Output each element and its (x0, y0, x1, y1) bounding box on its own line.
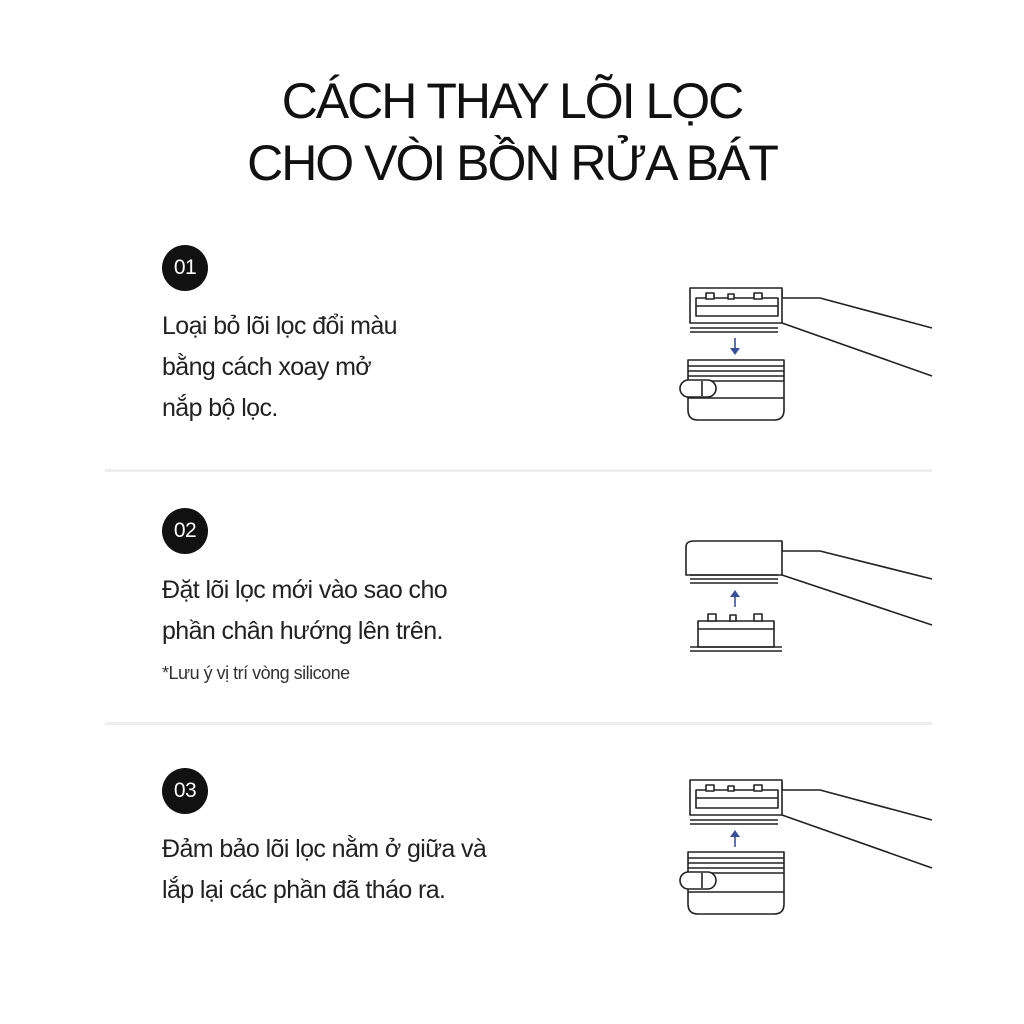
switch-knob (680, 380, 716, 397)
faucet-head (686, 541, 782, 575)
divider (105, 722, 932, 725)
switch-knob (680, 872, 716, 889)
step-line: phần chân hướng lên trên. (162, 617, 443, 645)
title-line-2: CHO VÒI BỒN RỬA BÁT (247, 135, 777, 191)
step-number-badge: 02 (162, 508, 208, 554)
step-line: Loại bỏ lõi lọc đổi màu (162, 312, 397, 340)
step-line: lắp lại các phần đã tháo ra. (162, 876, 446, 904)
divider (105, 469, 932, 472)
step-2-illustration (670, 535, 940, 655)
step-line: Đảm bảo lõi lọc nằm ở giữa và (162, 835, 487, 863)
step-3-illustration (670, 772, 940, 922)
page-title (0, 70, 1024, 194)
faucet-arm (782, 782, 932, 820)
step-line: bằng cách xoay mở (162, 353, 372, 381)
step-line: Đặt lõi lọc mới vào sao cho (162, 576, 448, 604)
faucet-arm (782, 290, 932, 328)
step-1-illustration (670, 280, 940, 430)
step-number-badge: 03 (162, 768, 208, 814)
step-note: *Lưu ý vị trí vòng silicone (162, 663, 350, 683)
step-instruction (162, 829, 562, 911)
step-instruction (162, 306, 562, 429)
filter-cartridge (696, 298, 778, 316)
step-instruction (162, 570, 562, 652)
filter-cartridge (696, 790, 778, 808)
step-number-badge: 01 (162, 245, 208, 291)
title-line-1: CÁCH THAY LÕI LỌC (281, 73, 743, 129)
step-line: nắp bộ lọc. (162, 394, 278, 422)
faucet-arm (782, 542, 932, 579)
filter-cartridge (698, 621, 774, 647)
